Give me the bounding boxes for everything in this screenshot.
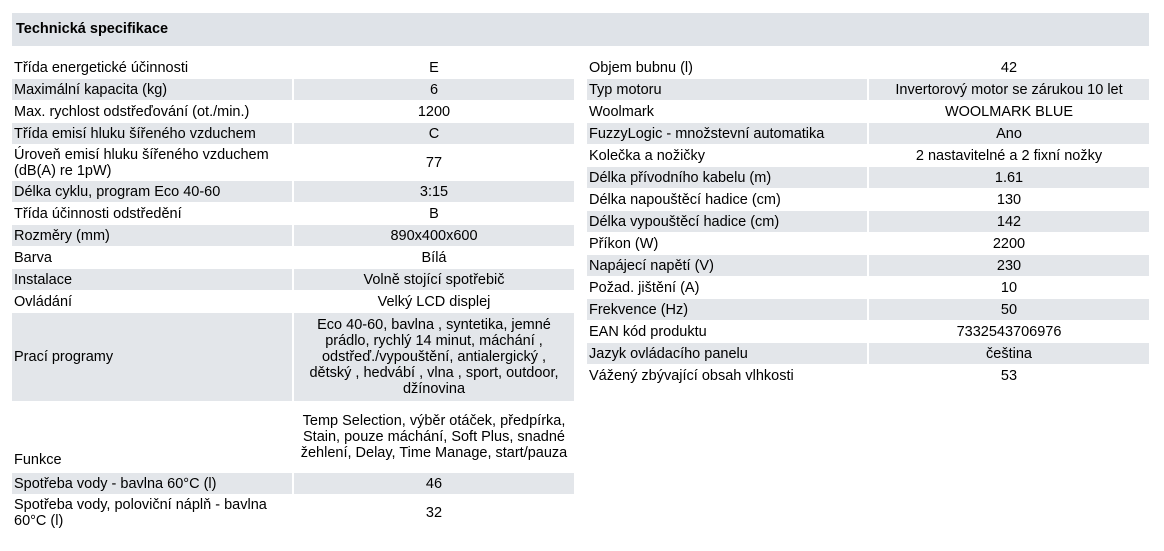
spec-label: Délka cyklu, program Eco 40-60 xyxy=(12,181,292,202)
spec-row xyxy=(587,321,1149,342)
spec-row xyxy=(587,57,1149,78)
spec-value: 142 xyxy=(869,211,1149,232)
spec-label: Napájecí napětí (V) xyxy=(587,255,867,276)
spec-value: čeština xyxy=(869,343,1149,364)
spec-row xyxy=(587,299,1149,320)
spec-row xyxy=(12,402,574,472)
spec-row xyxy=(12,291,574,312)
spec-label: Barva xyxy=(14,249,52,266)
spec-row xyxy=(587,79,1149,100)
spec-row xyxy=(587,189,1149,210)
spec-row xyxy=(12,495,574,531)
spec-value: 53 xyxy=(1000,367,1018,384)
spec-label: Vážený zbývající obsah vlhkosti xyxy=(589,367,794,384)
spec-value: 77 xyxy=(425,154,443,171)
spec-label: Délka vypouštěcí hadice (cm) xyxy=(587,211,867,232)
spec-value: 2 nastavitelné a 2 fixní nožky xyxy=(915,147,1103,164)
spec-label: Příkon (W) xyxy=(589,235,659,252)
spec-header xyxy=(12,13,1149,46)
spec-label: Instalace xyxy=(12,269,292,290)
spec-value: 2200 xyxy=(992,235,1026,252)
spec-value: E xyxy=(429,59,439,76)
spec-label: Maximální kapacita (kg) xyxy=(12,79,292,100)
spec-row xyxy=(587,277,1149,298)
spec-label: Třída účinnosti odstředění xyxy=(14,205,182,222)
spec-row xyxy=(587,255,1149,276)
spec-value: 890x400x600 xyxy=(294,225,574,246)
spec-value: Temp Selection, výběr otáček, předpírka, Stain, pouze máchání, Soft Plus, snadné žehlení, Delay, Time Manage, start/pauza xyxy=(300,413,568,461)
spec-value: 6 xyxy=(294,79,574,100)
spec-label: Spotřeba vody - bavlna 60°C (l) xyxy=(12,473,292,494)
spec-row xyxy=(12,269,574,290)
spec-value: Velký LCD displej xyxy=(377,293,491,310)
spec-label: Prací programy xyxy=(12,313,292,401)
spec-row xyxy=(587,101,1149,122)
spec-label: Funkce xyxy=(14,452,62,468)
spec-label: Kolečka a nožičky xyxy=(589,147,706,164)
spec-value: 1.61 xyxy=(869,167,1149,188)
spec-label: FuzzyLogic - množstevní automatika xyxy=(587,123,867,144)
spec-row xyxy=(12,79,574,100)
spec-label: Ovládání xyxy=(14,293,73,310)
spec-value: 42 xyxy=(1000,59,1018,76)
spec-row xyxy=(12,123,574,144)
spec-value: C xyxy=(294,123,574,144)
spec-row xyxy=(587,123,1149,144)
spec-row xyxy=(12,247,574,268)
spec-value: 50 xyxy=(869,299,1149,320)
spec-label: Woolmark xyxy=(589,103,654,120)
spec-row xyxy=(12,313,574,401)
spec-label: Třída emisí hluku šířeného vzduchem xyxy=(12,123,292,144)
spec-row xyxy=(12,57,574,78)
spec-label: Délka přívodního kabelu (m) xyxy=(587,167,867,188)
spec-label: Rozměry (mm) xyxy=(12,225,292,246)
spec-label: EAN kód produktu xyxy=(589,323,707,340)
spec-value: 10 xyxy=(1000,279,1018,296)
spec-row xyxy=(12,203,574,224)
spec-value: Ano xyxy=(869,123,1149,144)
spec-label: Max. rychlost odstřeďování (ot./min.) xyxy=(14,103,250,120)
spec-label: Spotřeba vody, poloviční náplň - bavlna 60°C (l) xyxy=(14,497,267,529)
spec-value: WOOLMARK BLUE xyxy=(944,103,1074,120)
spec-label: Délka napouštěcí hadice (cm) xyxy=(589,191,781,208)
spec-value: 230 xyxy=(869,255,1149,276)
spec-label: Objem bubnu (l) xyxy=(589,59,693,76)
spec-row xyxy=(12,473,574,494)
spec-label: Frekvence (Hz) xyxy=(587,299,867,320)
spec-value: Bílá xyxy=(421,249,447,266)
spec-label: Jazyk ovládacího panelu xyxy=(587,343,867,364)
spec-value: B xyxy=(429,205,439,222)
spec-label: Třída energetické účinnosti xyxy=(14,59,189,76)
spec-row xyxy=(587,167,1149,188)
spec-value: 3:15 xyxy=(294,181,574,202)
spec-value: 46 xyxy=(294,473,574,494)
spec-row xyxy=(12,225,574,246)
spec-row xyxy=(12,181,574,202)
spec-row xyxy=(587,211,1149,232)
spec-title: Technická specifikace xyxy=(16,21,169,37)
spec-label: Typ motoru xyxy=(587,79,867,100)
spec-value: 130 xyxy=(996,191,1022,208)
spec-column-right xyxy=(587,57,1149,387)
spec-value: 32 xyxy=(425,505,443,521)
spec-value: Invertorový motor se zárukou 10 let xyxy=(869,79,1149,100)
spec-row xyxy=(587,233,1149,254)
spec-label: Úroveň emisí hluku šířeného vzduchem (dB(A) re 1pW) xyxy=(14,146,269,179)
spec-value: 1200 xyxy=(417,103,451,120)
spec-label: Požad. jištění (A) xyxy=(589,279,700,296)
spec-row xyxy=(587,365,1149,386)
spec-row xyxy=(12,145,574,180)
spec-value: 7332543706976 xyxy=(956,323,1062,340)
spec-row xyxy=(587,145,1149,166)
spec-row xyxy=(587,343,1149,364)
spec-value: Volně stojící spotřebič xyxy=(294,269,574,290)
spec-row xyxy=(12,101,574,122)
spec-value: Eco 40-60, bavlna , syntetika, jemné prádlo, rychlý 14 minut, máchání , odstřeď./vypouštění, antialergický , dětský , hedvábí , vlna , sport, outdoor, džínovina xyxy=(294,313,574,401)
spec-column-left xyxy=(12,57,574,532)
